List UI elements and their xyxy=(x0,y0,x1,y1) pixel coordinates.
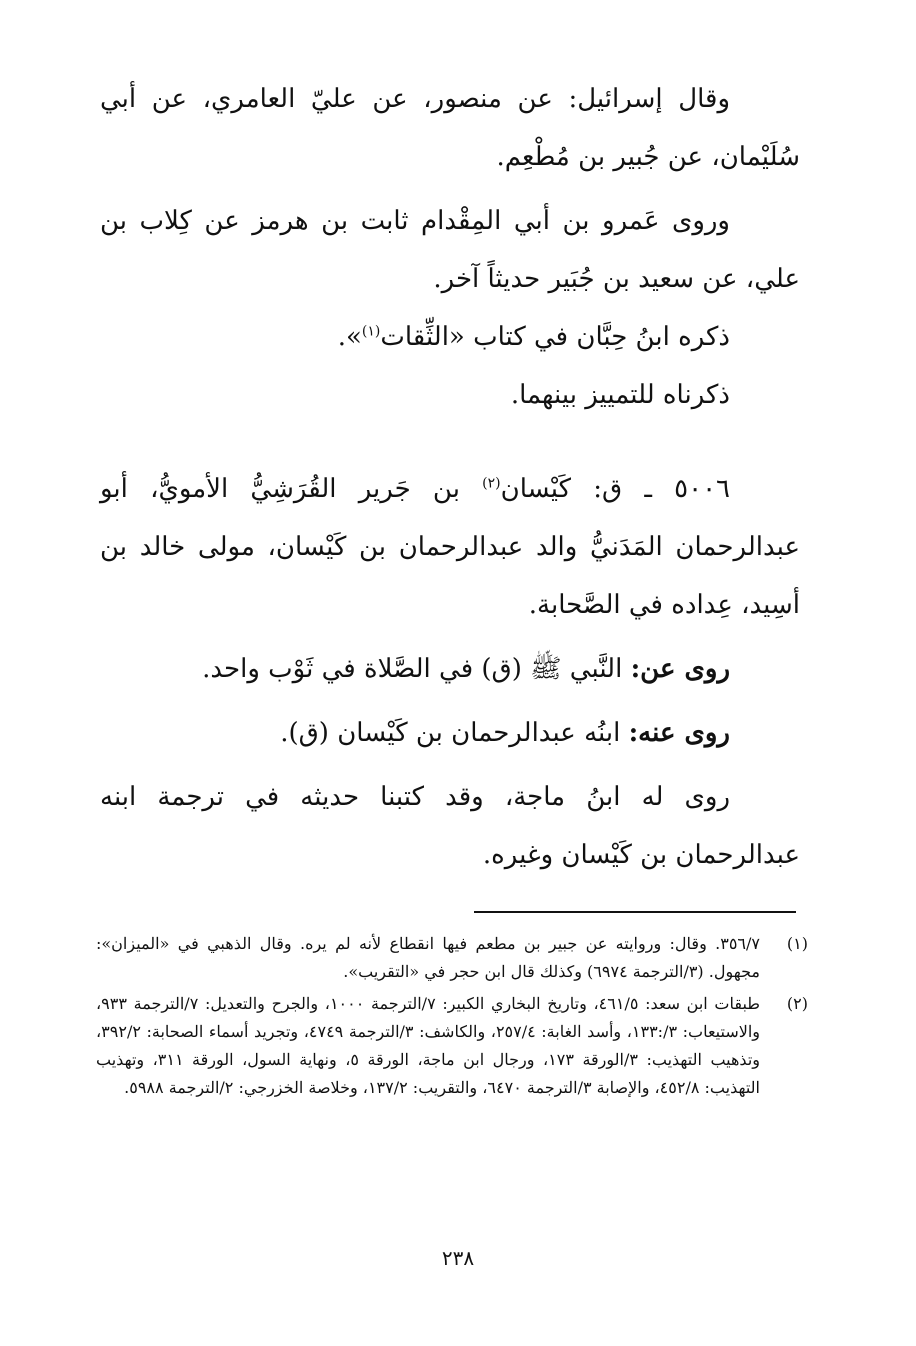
rawa-an-text: النَّبي ﷺ (ق) في الصَّلاة في ثَوْب واحد. xyxy=(202,654,631,684)
footnote-ref-1: (١) xyxy=(361,323,381,340)
paragraph-israil: وقال إسرائيل: عن منصور، عن عليّ العامري، عن أبي سُلَيْمان، عن جُبير بن مُطْعِم. xyxy=(100,84,800,172)
main-text xyxy=(100,70,800,884)
rawa-anhu-label: روى عنه: xyxy=(628,718,730,748)
footnote-number: (٢) xyxy=(786,994,808,1013)
footnote-text: طبقات ابن سعد: ٤٦١/٥، وتاريخ البخاري الكبير: ٧/الترجمة ١٠٠٠، والجرح والتعديل: ٧/الترجمة ٩٣٣، والاستيعاب: ٣/:١٣٣، وأسد الغابة: ٢٥٧/٤، والكاشف: ٣/الترجمة ٤٧٤٩، وتجريد أسماء الصحابة: ٣٩٢/٢، وتذهيب التهذيب: ٣/الورقة ١٧٣، ورجال ابن ماجة، الورقة ٥، ونهاية السول، الورقة ٣١١، وتهذيب التهذيب: ٤٥٢/٨، والإصابة ٣/الترجمة ٦٤٧٠، والتقريب: ١٣٧/٢، وخلاصة الخزرجي: ٢/الترجمة ٥٩٨٨. xyxy=(96,994,761,1097)
entry-kaysan-rest: بن جَرير القُرَشِيُّ الأمويُّ، أبو عبدالرحمان المَدَنيُّ والد عبدالرحمان بن كَيْسان، مولى خالد بن أسِيد، عِداده في الصَّحابة. xyxy=(100,474,800,620)
rawa-an-label: روى عن: xyxy=(630,654,730,684)
footnote-text: ٣٥٦/٧. وقال: وروايته عن جبير بن مطعم فيها انقطاع لأنه لم يره. وقال الذهبي في «الميزان»: مجهول. (٣/الترجمة ٦٩٧٤) وكذلك قال ابن حجر في «التقريب». xyxy=(96,934,760,981)
entry-kaysan-heading xyxy=(100,460,800,634)
paragraph-ibn-majah: روى له ابنُ ماجة، وقد كتبنا حديثه في ترجمة ابنه عبدالرحمان بن كَيْسان وغيره. xyxy=(100,782,800,870)
ibn-hibban-text-end: ». xyxy=(337,322,362,352)
entry-kaysan-start: ٥٠٠٦ ـ ق: كَيْسان xyxy=(500,474,731,504)
rawa-anhu-text: ابنُه عبدالرحمان بن كَيْسان (ق). xyxy=(280,718,629,748)
footnote-ref-2: (٢) xyxy=(482,475,501,492)
paragraph-amr: وروى عَمرو بن أبي المِقْدام ثابت بن هرمز عن كِلاب بن علي، عن سعيد بن جُبَير حديثاً آخر. xyxy=(100,206,800,294)
paragraph-tamyiz: ذكرناه للتمييز بينهما. xyxy=(510,380,730,410)
footnote-divider xyxy=(474,911,796,913)
footnote-2 xyxy=(96,990,808,1102)
page-number: ٢٣٨ xyxy=(441,1246,475,1270)
paragraph-rawa-an xyxy=(100,640,800,698)
paragraph-rawa-anhu xyxy=(100,704,800,762)
footnote-1 xyxy=(96,930,808,986)
footnote-number: (١) xyxy=(786,934,808,953)
footnotes xyxy=(96,930,808,1106)
ibn-hibban-text: ذكره ابنُ حِبَّان في كتاب «الثِّقات xyxy=(380,322,730,352)
paragraph-ibn-hibban xyxy=(100,308,800,366)
